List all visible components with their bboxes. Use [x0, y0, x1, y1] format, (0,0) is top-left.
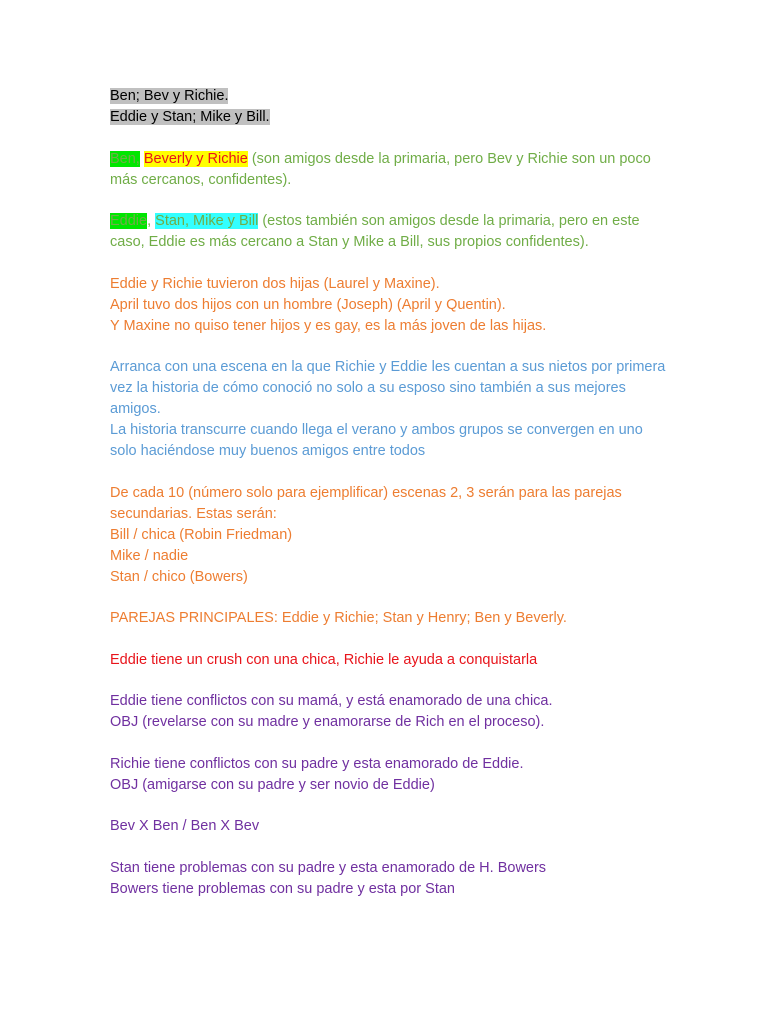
groups-paragraph [110, 86, 670, 128]
crush-paragraph: Eddie tiene un crush con una chica, Richie le ayuda a conquistarla [110, 651, 538, 668]
group2-paragraph [110, 211, 670, 253]
eddie-conflict: Eddie tiene conflictos con su mamá, y está enamorado de una chica. [110, 693, 553, 709]
eddie-objective: OBJ (revelarse con su madre y enamorarse de Rich en el proceso). [110, 714, 545, 730]
secondary-pair: Mike / nadie [110, 547, 189, 564]
stan-mike-bill-highlight: Stan, Mike y Bill [155, 213, 259, 229]
stan-paragraph [110, 858, 670, 900]
family-paragraph [110, 274, 670, 337]
family-line: Y Maxine no quiso tener hijos y es gay, es la más joven de las hijas. [110, 317, 547, 334]
secondary-pairs-paragraph [110, 483, 670, 588]
family-line: April tuvo dos hijos con un hombre (Joseph) (April y Quentin). [110, 296, 506, 313]
main-pairs-paragraph: PAREJAS PRINCIPALES: Eddie y Richie; Stan y Henry; Ben y Beverly. [110, 610, 567, 626]
bev-ben-paragraph: Bev X Ben / Ben X Bev [110, 818, 260, 834]
richie-conflict: Richie tiene conflictos con su padre y esta enamorado de Eddie. [110, 755, 524, 772]
group1-description: (son amigos desde la primaria, pero Bev y Richie son un poco más cercanos, confidentes). [110, 150, 651, 188]
beverly-richie-highlight: Beverly y Richie [143, 150, 248, 167]
plot-paragraph [110, 357, 670, 462]
plot-summary: La historia transcurre cuando llega el verano y ambos grupos se convergen en uno solo haciéndose muy buenos amigos entre todos [110, 422, 643, 459]
eddie-paragraph [110, 691, 670, 733]
groups-line-1: Ben; Bev y Richie. [110, 88, 229, 104]
groups-line-2: Eddie y Stan; Mike y Bill. [110, 109, 270, 125]
stan-conflict: Stan tiene problemas con su padre y esta enamorado de H. Bowers [110, 859, 547, 876]
plot-intro: Arranca con una escena en la que Richie y Eddie les cuentan a sus nietos por primera vez la historia de cómo conoció no solo a su esposo sino también a sus mejores amigos. [110, 359, 666, 417]
group2-comma: , [147, 213, 156, 229]
document-body [110, 86, 670, 920]
richie-paragraph [110, 754, 670, 796]
family-line: Eddie y Richie tuvieron dos hijas (Laurel y Maxine). [110, 275, 440, 292]
group2-description: (estos también son amigos desde la primaria, pero en este caso, Eddie es más cercano a Stan y Mike a Bill, sus propios confidentes). [110, 213, 640, 250]
secondary-pair: Bill / chica (Robin Friedman) [110, 526, 293, 543]
eddie-highlight: Eddie [110, 213, 148, 229]
secondary-pair: Stan / chico (Bowers) [110, 568, 248, 585]
richie-objective: OBJ (amigarse con su padre y ser novio de Eddie) [110, 776, 435, 793]
group1-paragraph [110, 149, 670, 191]
secondary-intro: De cada 10 (número solo para ejemplificar) escenas 2, 3 serán para las parejas secundarias. Estas serán: [110, 484, 622, 522]
bowers-conflict: Bowers tiene problemas con su padre y esta por Stan [110, 880, 455, 897]
ben-highlight: Ben, [110, 150, 140, 167]
